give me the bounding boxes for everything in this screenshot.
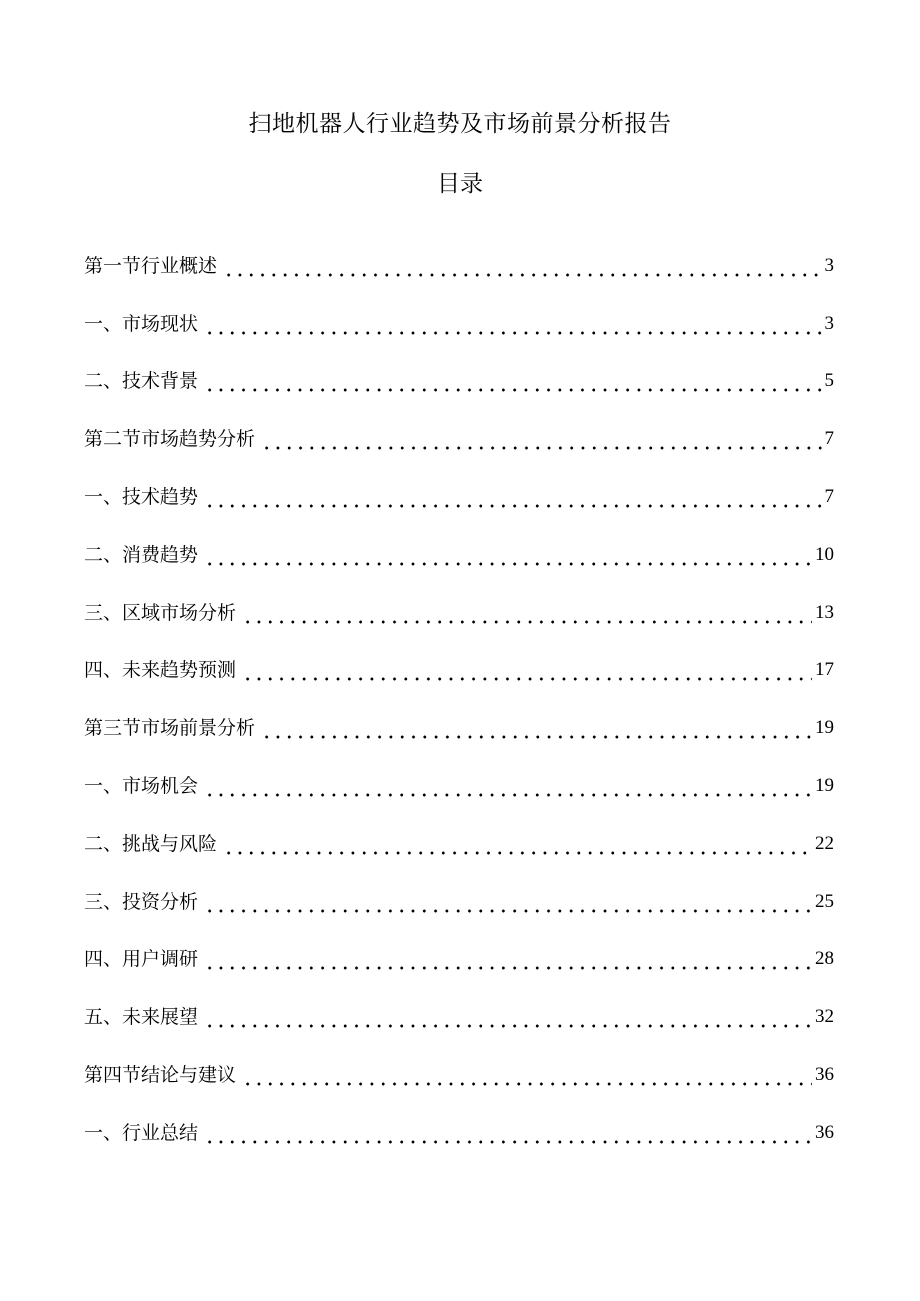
toc-entry[interactable] xyxy=(84,862,834,920)
toc-dot-leader xyxy=(242,1057,812,1093)
toc-entry-label: 二、技术背景 xyxy=(84,370,199,393)
toc-entry-label: 第三节市场前景分析 xyxy=(84,717,256,740)
toc-entry-page: 36 xyxy=(815,1063,834,1085)
toc-entry-page: 25 xyxy=(815,890,834,912)
toc-dot-leader xyxy=(242,595,812,631)
toc-entry[interactable] xyxy=(84,920,834,978)
toc-entry[interactable] xyxy=(84,1035,834,1093)
toc-entry-label: 第四节结论与建议 xyxy=(84,1063,237,1086)
toc-entry[interactable] xyxy=(84,977,834,1035)
toc-dot-leader xyxy=(204,537,812,573)
toc-entry-page: 3 xyxy=(824,312,834,334)
toc-entry-page: 36 xyxy=(815,1121,834,1143)
toc-entry-label: 五、未来展望 xyxy=(84,1006,199,1029)
toc-entry-label: 第一节行业概述 xyxy=(84,254,218,277)
toc-dot-leader xyxy=(204,1115,812,1151)
toc-dot-leader xyxy=(261,421,821,457)
toc-entry[interactable] xyxy=(84,342,834,400)
table-of-contents xyxy=(84,226,834,1151)
toc-entry-label: 一、市场现状 xyxy=(84,312,199,335)
toc-entry[interactable] xyxy=(84,573,834,631)
document-title: 扫地机器人行业趋势及市场前景分析报告 xyxy=(248,111,672,137)
toc-entry-page: 13 xyxy=(815,601,834,623)
toc-dot-leader xyxy=(242,652,812,688)
toc-entry-page: 5 xyxy=(824,370,834,392)
toc-entry-page: 32 xyxy=(815,1006,834,1028)
toc-entry-page: 7 xyxy=(824,485,834,507)
toc-entry-label: 一、行业总结 xyxy=(84,1121,199,1144)
toc-entry-label: 一、技术趋势 xyxy=(84,485,199,508)
toc-entry[interactable] xyxy=(84,515,834,573)
toc-heading: 目录 xyxy=(437,171,483,197)
toc-entry-label: 二、消费趋势 xyxy=(84,543,199,566)
toc-dot-leader xyxy=(204,306,821,342)
toc-entry-label: 第二节市场趋势分析 xyxy=(84,428,256,451)
toc-dot-leader xyxy=(204,768,812,804)
toc-entry-label: 一、市场机会 xyxy=(84,774,199,797)
toc-entry[interactable] xyxy=(84,746,834,804)
toc-entry-page: 17 xyxy=(815,659,834,681)
toc-dot-leader xyxy=(204,999,812,1035)
toc-dot-leader xyxy=(204,479,821,515)
toc-dot-leader xyxy=(204,363,821,399)
toc-dot-leader xyxy=(204,941,812,977)
toc-entry-label: 四、未来趋势预测 xyxy=(84,659,237,682)
toc-entry-label: 三、投资分析 xyxy=(84,890,199,913)
toc-entry-label: 四、用户调研 xyxy=(84,948,199,971)
toc-entry-label: 二、挑战与风险 xyxy=(84,832,218,855)
toc-entry-label: 三、区域市场分析 xyxy=(84,601,237,624)
toc-entry-page: 22 xyxy=(815,832,834,854)
toc-entry[interactable] xyxy=(84,804,834,862)
toc-entry[interactable] xyxy=(84,399,834,457)
toc-entry-page: 19 xyxy=(815,717,834,739)
toc-entry[interactable] xyxy=(84,284,834,342)
toc-entry-page: 19 xyxy=(815,774,834,796)
toc-dot-leader xyxy=(204,884,812,920)
toc-entry[interactable] xyxy=(84,226,834,284)
toc-entry[interactable] xyxy=(84,688,834,746)
toc-entry[interactable] xyxy=(84,631,834,689)
toc-dot-leader xyxy=(223,248,821,284)
toc-entry[interactable] xyxy=(84,1093,834,1151)
toc-entry-page: 7 xyxy=(824,428,834,450)
toc-entry-page: 3 xyxy=(824,254,834,276)
toc-entry[interactable] xyxy=(84,457,834,515)
toc-dot-leader xyxy=(261,710,812,746)
toc-dot-leader xyxy=(223,826,812,862)
toc-entry-page: 10 xyxy=(815,543,834,565)
toc-entry-page: 28 xyxy=(815,948,834,970)
